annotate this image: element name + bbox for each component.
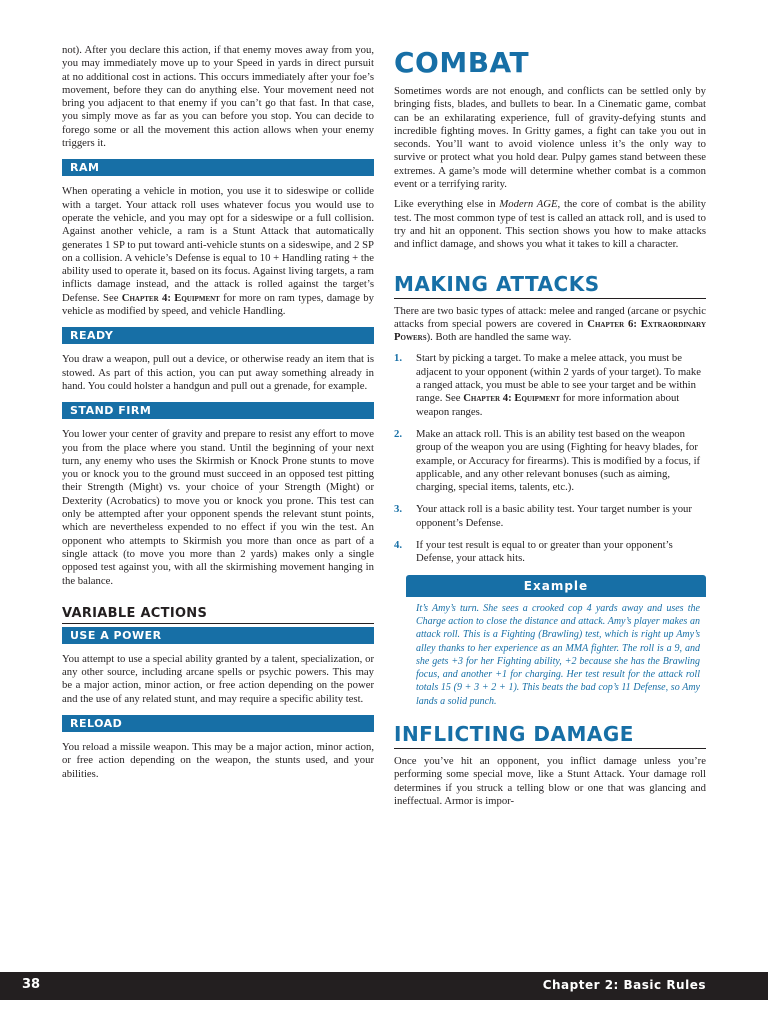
body-paragraph: not). After you declare this action, if that enemy moves away from you, you may immediately move up to your Speed in yards in direct pursuit at no additional cost in actions. This occurs immediately after your foe’s movement, before they can do anything else. Your movement need not bring you adjacent to that enemy if you can’t go that fast. In that case, you simply move as far as you can before you stop. You can decide to forego some or all the movement this action allows when your enemy triggers it. bbox=[62, 44, 374, 150]
attack-steps-list bbox=[394, 352, 706, 565]
ram-paragraph: When operating a vehicle in motion, you use it to sideswipe or collide with a target. Your attack roll uses whatever focus you would use to operate the vehicle, and you may opt for a sideswipe or a full collision. Against another vehicle, a ram is a Stunt Attack that automatically generates 1 SP to put toward anti-vehicle stunts on a sideswipe, and 2 SP on a collision. A vehicle’s Defense is equal to 10 + Handling rating + the ability used to operate it, based on its focus. Against living targets, a ram inflicts damage instead, and the attack is rolled against the target’s Defense. See Chapter 4: Equipment for more on ram types, damage by vehicle as modified by speed, and vehicle Handling. bbox=[62, 185, 374, 318]
example-box bbox=[406, 575, 706, 708]
combat-title: COMBAT bbox=[394, 46, 530, 79]
chapter-title: Chapter 2: Basic Rules bbox=[542, 978, 706, 992]
ready-paragraph: You draw a weapon, pull out a device, or otherwise ready an item that is stowed. As part of this action, you can put away something already in hand. You could holster a handgun and pull out a grenade, for example. bbox=[62, 353, 374, 392]
left-column bbox=[62, 44, 374, 781]
reload-paragraph: You reload a missile weapon. This may be a major action, minor action, or free action depending on the weapon, the stunts used, and your abilities. bbox=[62, 740, 374, 780]
ready-heading: READY bbox=[62, 327, 374, 344]
combat-paragraph-1: Sometimes words are not enough, and conflicts can be settled only by bringing fists, blades, and bullets to bear. In a Cinematic game, combat can be an exhilarating experience, full of gravity-defying stunts and incredible fighting moves. In Gritty games, a fight can take you out in seconds. You’ll want to avoid violence unless it’s the only way to survive or protect what you hold dear. Pulpy games stand between these extremes. A game’s mode will determine whether combat is a common event or a terrifying rarity. bbox=[394, 85, 706, 191]
list-item: 3. Your attack roll is a basic ability test. Your target number is your opponent’s Defense. bbox=[394, 503, 692, 529]
damage-paragraph: Once you’ve hit an opponent, you inflict damage unless you’re performing some special move, like a Stunt Attack. Your damage roll determines if you struck a telling blow or one that was glancing and ineffectual. Armor is impor- bbox=[394, 754, 706, 807]
example-title: Example bbox=[406, 575, 706, 597]
making-attacks-title: MAKING ATTACKS bbox=[394, 271, 600, 296]
list-item: 4. If your test result is equal to or greater than your opponent’s Defense, your attack hits. bbox=[394, 539, 673, 565]
inflicting-damage-header bbox=[394, 720, 706, 749]
use-a-power-paragraph: You attempt to use a special ability granted by a talent, specialization, or any other source, including arcane spells or psychic powers. This may be a major action, minor action, or free action depending on the power and the use of any related stunt, and may require a specific ability test. bbox=[62, 652, 374, 705]
example-text: It’s Amy’s turn. She sees a crooked cop 4 yards away and uses the Charge action to close the distance and attack. Amy’s player makes an attack roll. This is a Fighting (Brawling) test, which is right up Amy’s alley thanks to her experience as an MMA fighter. The roll is a 9, and she gets +3 for her Fighting ability, +2 because she has the Brawling focus, and another +1 for charging. Her test result for the attack roll totals 15 (9 + 3 + 2 + 1). This beats the bad cop’s 11 Defense, so Amy lands a solid punch. bbox=[416, 602, 700, 707]
making-attacks-header bbox=[394, 270, 706, 299]
stand-firm-paragraph: You lower your center of gravity and prepare to resist any effort to move you from the place where you stand. Until the beginning of your next turn, any enemy who uses the Skirmish or Knock Prone stunts to move you or knock you to the ground must succeed in an opposed test pitting their Strength (Might) vs. your choice of your Strength (Might) or Dexterity (Acrobatics) to move you or knock you prone. This test can only be attempted after your opponent spends the relevant stunt points, which are nevertheless expended to no effect if you win the test. An opponent who attempts to Skirmish you more than once as part of a single attack (to move you more than 2 yards) makes only a single opposed test against you, with all the skirmishing movement hanging in the balance. bbox=[62, 428, 374, 587]
attacks-intro: There are two basic types of attack: melee and ranged (arcane or psychic attacks from special powers are covered in Chapter 6: Extraordinary Powers). Both are handled the same way. bbox=[394, 304, 706, 344]
page-footer bbox=[0, 972, 768, 1000]
reload-heading: RELOAD bbox=[62, 715, 374, 732]
page-number: 38 bbox=[22, 977, 41, 992]
variable-actions-heading: VARIABLE ACTIONS bbox=[62, 606, 374, 624]
inflicting-damage-title: INFLICTING DAMAGE bbox=[394, 721, 634, 746]
combat-paragraph-2: Like everything else in Modern AGE, the core of combat is the ability test. The most common type of test is called an attack roll, and is used to try and hit an opponent. This section shows you how to make attacks and inflict damage, and shows you what it takes to kill a character. bbox=[394, 198, 706, 251]
right-column bbox=[394, 46, 706, 808]
list-item: 2. Make an attack roll. This is an ability test based on the weapon group of the weapon you are using (Fighting for heavy blades, for example, or Accuracy for firearms). This is modified by a focus, if applicable, and any other relevant bonuses (such as aiming, charging, special items, talents, etc.). bbox=[394, 427, 701, 494]
list-item: 1. Start by picking a target. To make a melee attack, you must be adjacent to your opponent (within 2 yards of your target). To make a ranged attack, you must be able to see your target and be within range. See Chapter 4: Equipment for more information about weapon ranges. bbox=[394, 352, 701, 418]
stand-firm-heading: STAND FIRM bbox=[62, 402, 374, 419]
use-a-power-heading: USE A POWER bbox=[62, 627, 374, 644]
ram-heading: RAM bbox=[62, 159, 374, 176]
